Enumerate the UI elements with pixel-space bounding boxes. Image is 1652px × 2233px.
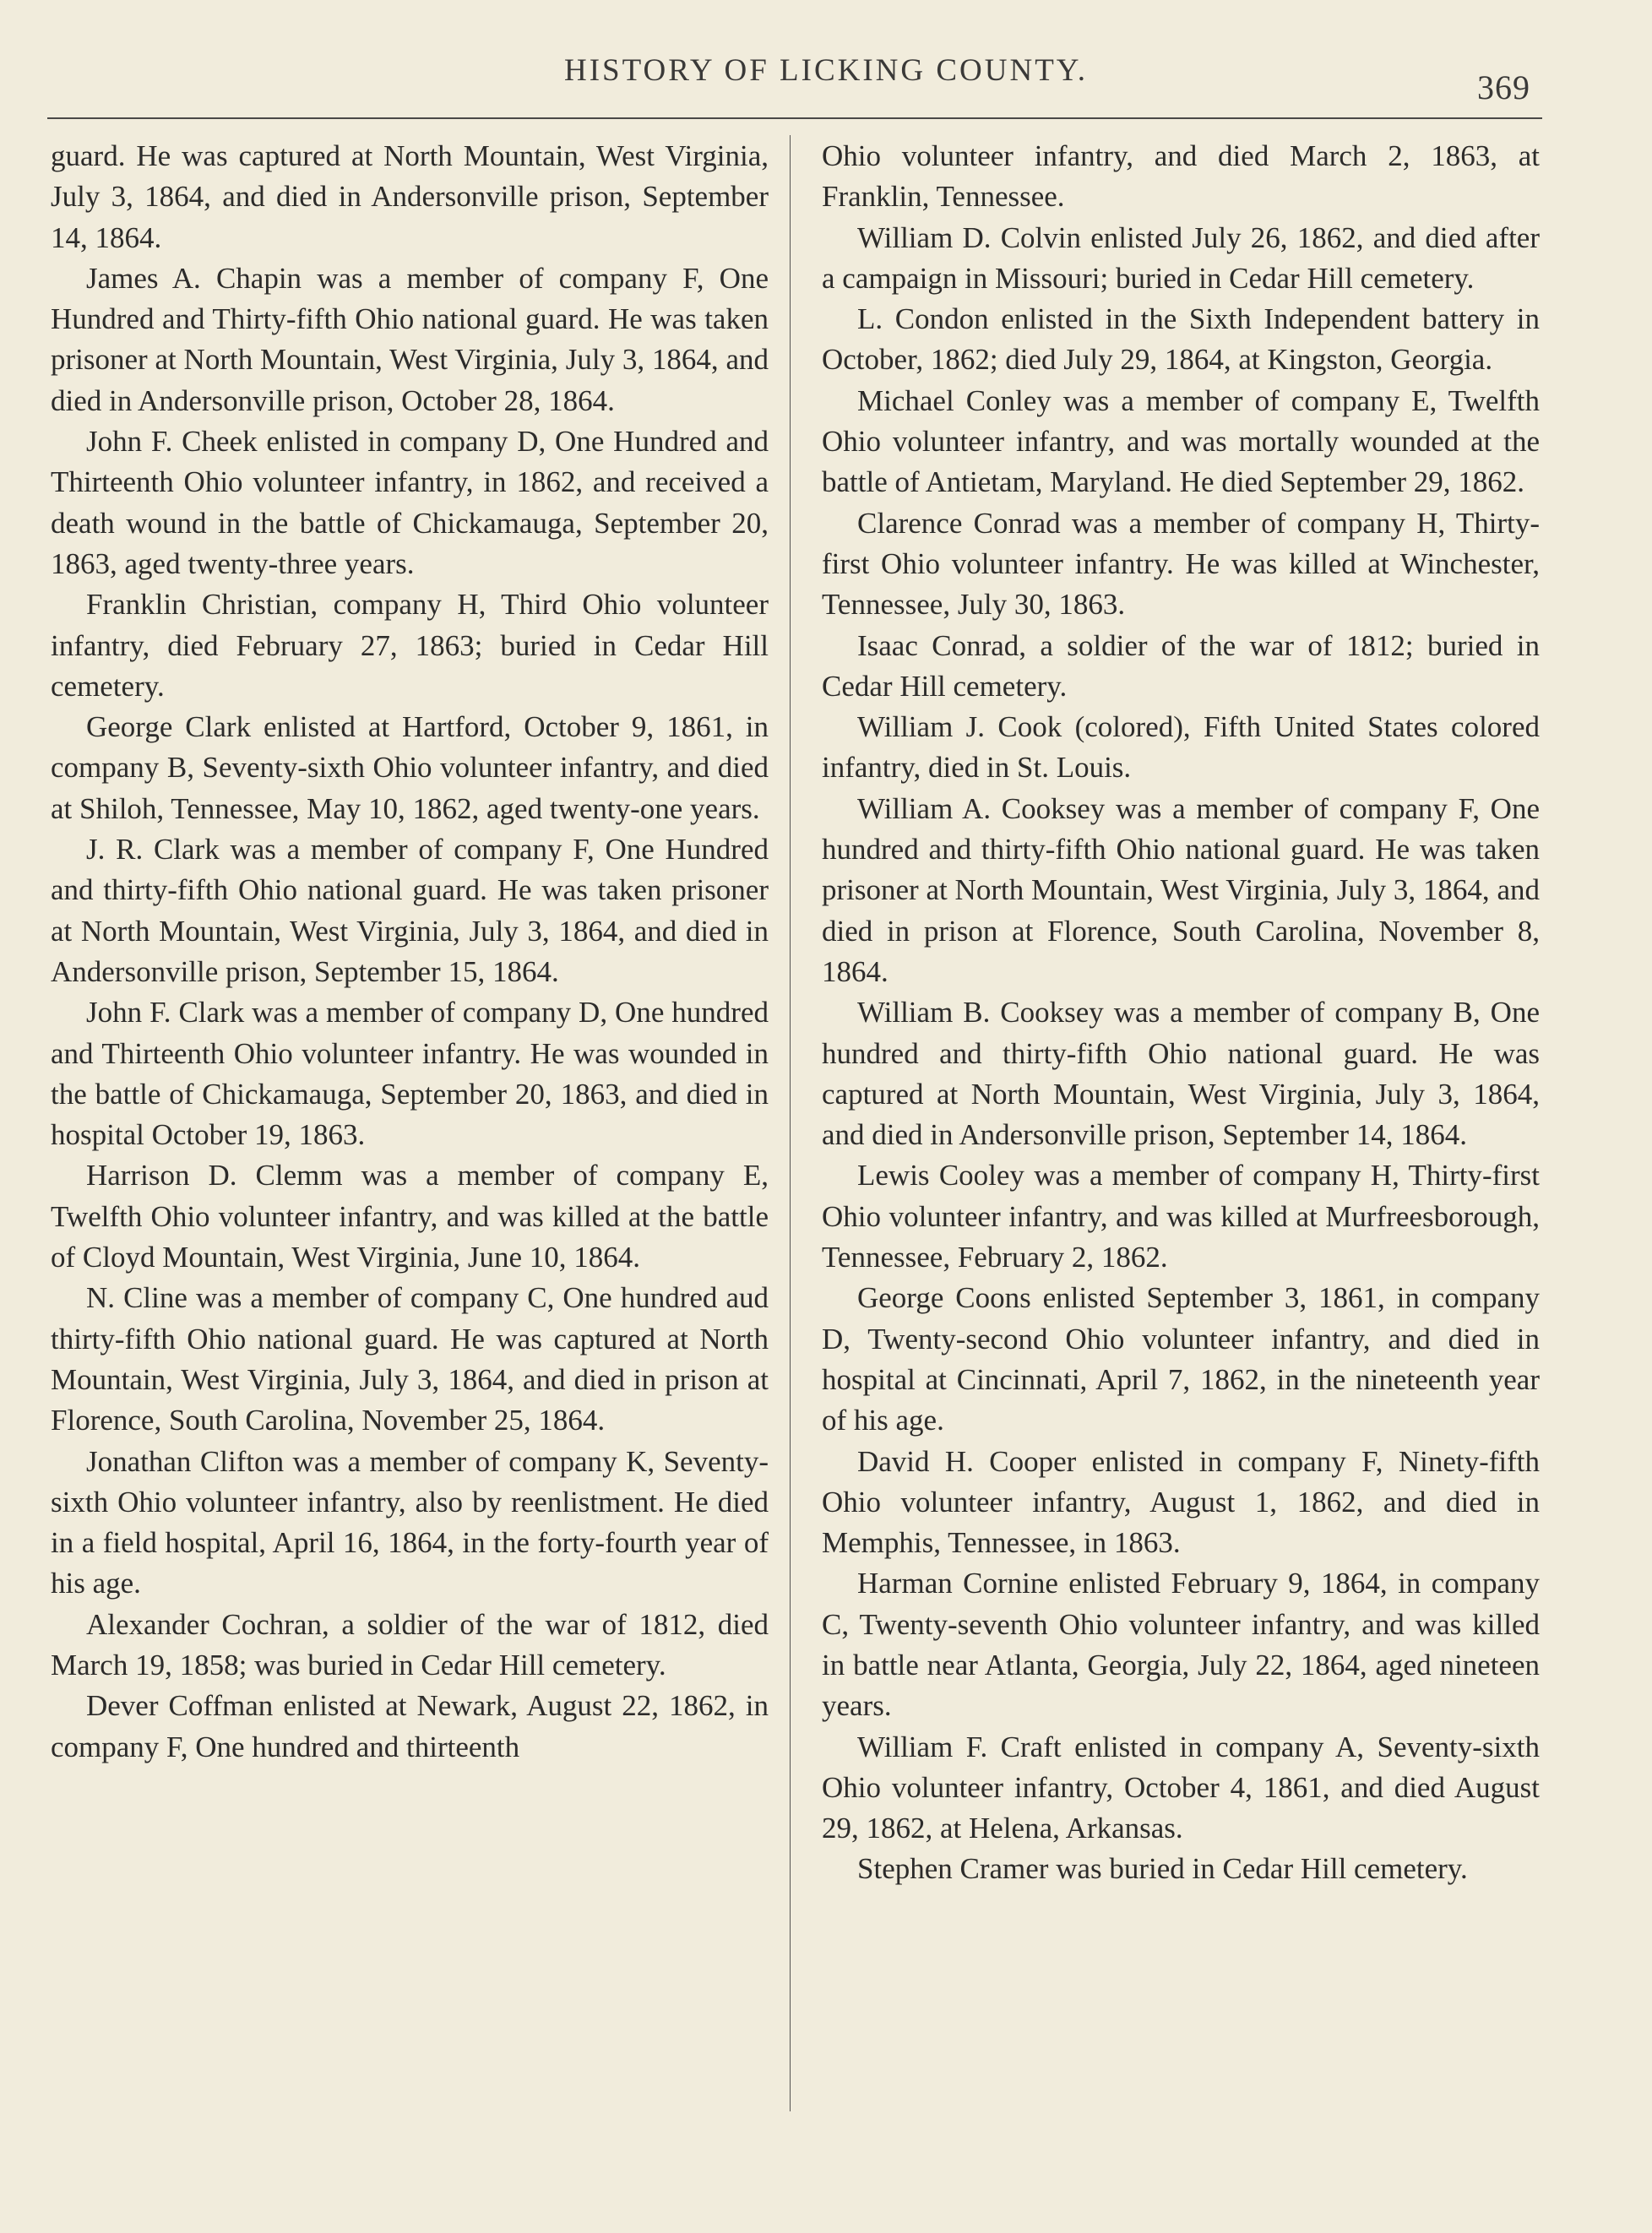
right-column xyxy=(822,136,1540,1890)
entry-paragraph: David H. Cooper enlisted in company F, Ninety-fifth Ohio volunteer infantry, August 1, 1862, and died in Memphis, Tennessee, in 1863. xyxy=(822,1444,1540,1560)
left-column xyxy=(51,136,769,1768)
entry-paragraph: George Clark enlisted at Hartford, October 9, 1861, in company B, Seventy-sixth Ohio volunteer infantry, and died at Shiloh, Tennessee, May 10, 1862, aged twenty-one years. xyxy=(51,710,769,825)
entry-paragraph: John F. Cheek enlisted in company D, One Hundred and Thirteenth Ohio volunteer infantry, in 1862, and received a death wound in the battle of Chickamauga, September 20, 1863, aged twenty-three years. xyxy=(51,425,769,580)
entry-paragraph: Franklin Christian, company H, Third Ohio volunteer infantry, died February 27, 1863; buried in Cedar Hill cemetery. xyxy=(51,588,769,703)
column-divider xyxy=(790,135,791,2111)
entry-paragraph: James A. Chapin was a member of company F, One Hundred and Thirty-fifth Ohio national guard. He was taken prisoner at North Mountain, West Virginia, July 3, 1864, and died in Andersonville prison, October 28, 1864. xyxy=(51,261,769,417)
entry-paragraph: Michael Conley was a member of company E, Twelfth Ohio volunteer infantry, and was mortally wounded at the battle of Antietam, Maryland. He died September 29, 1862. xyxy=(822,383,1540,499)
entry-paragraph: Harman Cornine enlisted February 9, 1864, in company C, Twenty-seventh Ohio volunteer infantry, and was killed in battle near Atlanta, Georgia, July 22, 1864, aged nineteen years. xyxy=(822,1567,1540,1723)
entry-paragraph: Lewis Cooley was a member of company H, Thirty-first Ohio volunteer infantry, and was killed at Murfreesborough, Tennessee, February 2, 1862. xyxy=(822,1159,1540,1274)
entry-paragraph: William D. Colvin enlisted July 26, 1862, and died after a campaign in Missouri; buried in Cedar Hill cemetery. xyxy=(822,220,1540,295)
entry-paragraph: William F. Craft enlisted in company A, Seventy-sixth Ohio volunteer infantry, October 4, 1861, and died August 29, 1862, at Helena, Arkansas. xyxy=(822,1730,1540,1845)
entry-continued-paragraph: Ohio volunteer infantry, and died March 2, 1863, at Franklin, Tennessee. xyxy=(822,139,1540,214)
page-number: 369 xyxy=(1477,68,1530,106)
entry-paragraph: Alexander Cochran, a soldier of the war of 1812, died March 19, 1858; was buried in Cedar Hill cemetery. xyxy=(51,1607,769,1682)
running-head-title: HISTORY OF LICKING COUNTY. xyxy=(563,53,1089,88)
entry-paragraph: William A. Cooksey was a member of company F, One hundred and thirty-fifth Ohio national guard. He was taken prisoner at North Mountain, West Virginia, July 3, 1864, and died in prison at Florence, South Carolina, November 8, 1864. xyxy=(822,791,1540,988)
entry-paragraph: Stephen Cramer was buried in Cedar Hill cemetery. xyxy=(857,1852,1468,1886)
entry-continued-paragraph: guard. He was captured at North Mountain, West Virginia, July 3, 1864, and died in Andersonville prison, September 14, 1864. xyxy=(51,139,769,254)
entry-paragraph: George Coons enlisted September 3, 1861, in company D, Twenty-second Ohio volunteer infantry, and died in hospital at Cincinnati, April 7, 1862, in the nineteenth year of his age. xyxy=(822,1281,1540,1437)
entry-paragraph: William J. Cook (colored), Fifth United States colored infantry, died in St. Louis. xyxy=(822,710,1540,785)
header-rule xyxy=(47,117,1542,119)
entry-paragraph: J. R. Clark was a member of company F, One Hundred and thirty-fifth Ohio national guard. He was taken prisoner at North Mountain, West Virginia, July 3, 1864, and died in Andersonville prison, September 15, 1864. xyxy=(51,833,769,988)
entry-paragraph: Clarence Conrad was a member of company H, Thirty-first Ohio volunteer infantry. He was killed at Winchester, Tennessee, July 30, 1863. xyxy=(822,506,1540,622)
entry-paragraph: William B. Cooksey was a member of company B, One hundred and thirty-fifth Ohio national guard. He was captured at North Mountain, West Virginia, July 3, 1864, and died in Andersonville prison, September 14, 1864. xyxy=(822,996,1540,1152)
entry-paragraph: N. Cline was a member of company C, One hundred aud thirty-fifth Ohio national guard. He was captured at North Mountain, West Virginia, July 3, 1864, and died in prison at Florence, South Carolina, November 25, 1864. xyxy=(51,1281,769,1437)
entry-paragraph: Harrison D. Clemm was a member of company E, Twelfth Ohio volunteer infantry, and was killed at the battle of Cloyd Mountain, West Virginia, June 10, 1864. xyxy=(51,1159,769,1274)
entry-paragraph: L. Condon enlisted in the Sixth Independent battery in October, 1862; died July 29, 1864, at Kingston, Georgia. xyxy=(822,302,1540,377)
entry-paragraph: Dever Coffman enlisted at Newark, August 22, 1862, in company F, One hundred and thirteenth xyxy=(51,1689,769,1763)
entry-paragraph: Jonathan Clifton was a member of company K, Seventy-sixth Ohio volunteer infantry, also by reenlistment. He died in a field hospital, April 16, 1864, in the forty-fourth year of his age. xyxy=(51,1444,769,1600)
entry-paragraph: John F. Clark was a member of company D, One hundred and Thirteenth Ohio volunteer infantry. He was wounded in the battle of Chickamauga, September 20, 1863, and died in hospital October 19, 1863. xyxy=(51,996,769,1152)
entry-paragraph: Isaac Conrad, a soldier of the war of 1812; buried in Cedar Hill cemetery. xyxy=(822,628,1540,703)
